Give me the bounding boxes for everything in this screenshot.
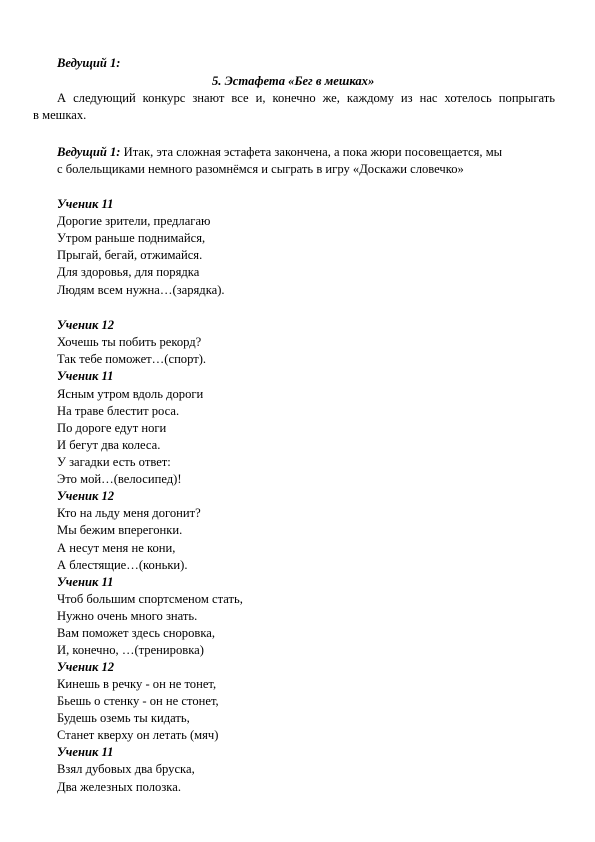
verse-line: Дорогие зрители, предлагаю: [57, 214, 211, 228]
verse-line: А блестящие…(коньки).: [57, 558, 188, 572]
verse-line: По дороге едут ноги: [57, 421, 167, 435]
intro-paragraph-line-1: А следующий конкурс знают все и, конечно же, каждому из нас хотелось попрыгать: [57, 91, 555, 105]
host-text: Итак, эта сложная эстафета закончена, а пока жюри посовещается, мы: [120, 145, 503, 159]
speaker-label: Ученик 11: [57, 369, 114, 383]
verse-line: И бегут два колеса.: [57, 438, 161, 452]
intro-paragraph-line-2: в мешках.: [33, 108, 87, 122]
host-label: Ведущий 1:: [57, 56, 121, 70]
section-heading: 5. Эстафета «Бег в мешках»: [212, 74, 375, 88]
verse-line: И, конечно, …(тренировка): [57, 643, 204, 657]
verse-line: Бьешь о стенку - он не стонет,: [57, 694, 219, 708]
verse-line: Это мой…(велосипед)!: [57, 472, 182, 486]
verse-line: Кто на льду меня догонит?: [57, 506, 201, 520]
verse-line: У загадки есть ответ:: [57, 455, 171, 469]
speaker-label: Ученик 11: [57, 745, 114, 759]
speaker-label: Ученик 12: [57, 489, 115, 503]
verse-line: Ясным утром вдоль дороги: [57, 387, 204, 401]
verse-line: Нужно очень много знать.: [57, 609, 198, 623]
verse-line: Прыгай, бегай, отжимайся.: [57, 248, 203, 262]
verse-line: Вам поможет здесь сноровка,: [57, 626, 216, 640]
verse-line: Так тебе поможет…(спорт).: [57, 352, 207, 366]
host-paragraph-line-2: с болельщиками немного разомнёмся и сыграть в игру «Доскажи словечко»: [57, 162, 464, 176]
verse-line: Взял дубовых два бруска,: [57, 762, 195, 776]
verse-line: Два железных полозка.: [57, 780, 181, 794]
verse-line: Мы бежим вперегонки.: [57, 523, 183, 537]
speaker-label: Ученик 12: [57, 660, 115, 674]
verse-line: Хочешь ты побить рекорд?: [57, 335, 202, 349]
speaker-label: Ученик 12: [57, 318, 115, 332]
verse-line: Будешь оземь ты кидать,: [57, 711, 190, 725]
verse-line: Кинешь в речку - он не тонет,: [57, 677, 217, 691]
verse-line: Для здоровья, для порядка: [57, 265, 200, 279]
verse-line: На траве блестит роса.: [57, 404, 180, 418]
host-label: Ведущий 1:: [57, 145, 121, 159]
speaker-label: Ученик 11: [57, 575, 114, 589]
speaker-label: Ученик 11: [57, 197, 114, 211]
host-paragraph-line-1: [57, 144, 502, 160]
verse-line: Чтоб большим спортсменом стать,: [57, 592, 243, 606]
verse-line: Людям всем нужна…(зарядка).: [57, 283, 225, 297]
verse-line: Утром раньше поднимайся,: [57, 231, 206, 245]
verse-line: Станет кверху он летать (мяч): [57, 728, 219, 742]
verse-line: А несут меня не кони,: [57, 541, 176, 555]
